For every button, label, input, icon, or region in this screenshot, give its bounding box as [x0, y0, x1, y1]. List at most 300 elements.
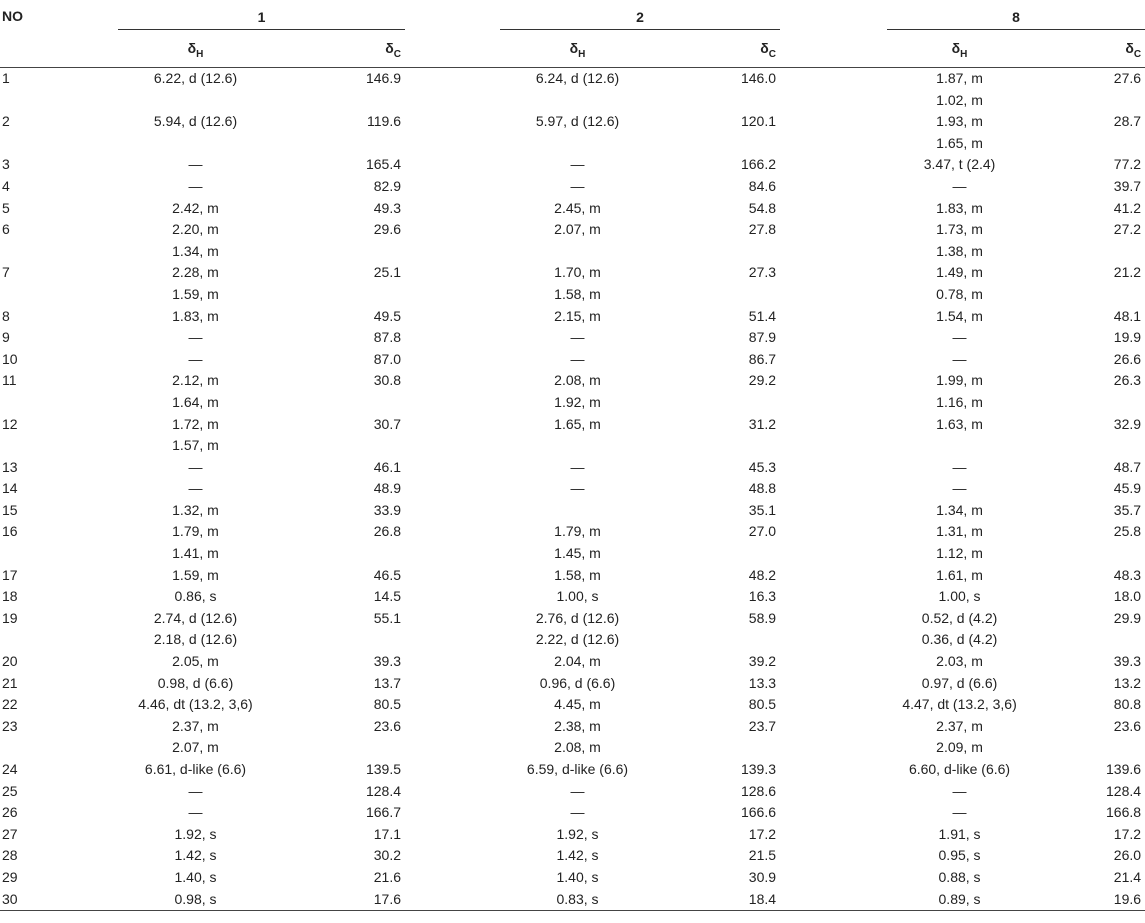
compound-2-delta-c-cell — [655, 629, 780, 651]
compound-1-delta-c-cell: 21.6 — [373, 868, 402, 885]
compound-8-delta-h-cell: 1.87, m — [936, 70, 983, 86]
compound-2-delta-h-cell: 0.83, s — [500, 889, 655, 911]
spacer-cell — [405, 133, 500, 155]
compound-2-delta-h-cell: — — [570, 329, 585, 346]
compound-2-delta-c-cell: 23.7 — [748, 717, 777, 734]
spacer-cell — [780, 414, 887, 436]
position-cell: 12 — [2, 415, 18, 432]
compound-8-delta-c-cell — [1032, 90, 1145, 112]
spacer-cell — [405, 370, 500, 392]
table-row — [0, 673, 1145, 695]
compound-2-delta-c-cell — [655, 284, 780, 306]
spacer-cell — [780, 629, 887, 651]
compound-8-delta-c-cell: 26.3 — [1113, 372, 1142, 389]
compound-8-delta-c-cell: 26.0 — [1113, 847, 1142, 864]
compound-8-delta-c-cell — [1032, 435, 1145, 457]
compound-8-delta-c-cell: 48.7 — [1113, 458, 1142, 475]
compound-1-delta-h-cell: 1.41, m — [172, 545, 219, 562]
spacer-cell — [780, 262, 887, 284]
position-cell: 22 — [2, 696, 18, 713]
compound-2-delta-h-cell: 4.45, m — [554, 696, 601, 713]
compound-8-delta-c-cell: 19.9 — [1113, 329, 1142, 346]
compound-8-delta-c-cell — [1032, 629, 1145, 651]
compound-2-delta-c-cell: 48.2 — [748, 566, 777, 583]
spacer-cell — [780, 889, 887, 911]
compound-1-delta-c-cell: 166.7 — [365, 804, 402, 821]
compound-1-delta-c-cell: 82.9 — [373, 177, 402, 194]
spacer-cell — [405, 759, 500, 781]
position-cell: 16 — [2, 523, 18, 540]
position-cell — [0, 133, 118, 155]
compound-1-delta-h-cell: 1.40, s — [174, 868, 217, 885]
compound-1-delta-h-cell: 2.42, m — [172, 199, 219, 216]
compound-2-delta-c-cell: 84.6 — [748, 177, 777, 194]
compound-2-delta-c-cell: 51.4 — [748, 307, 777, 324]
compound-1-delta-c-cell: 23.6 — [373, 717, 402, 734]
spacer-cell — [780, 824, 887, 846]
compound-1-delta-c-cell — [273, 543, 405, 565]
compound-8-delta-h-cell: 1.65, m — [936, 134, 983, 151]
table-row — [0, 133, 1145, 155]
position-cell: 26 — [2, 804, 18, 821]
compound-1-delta-h-cell: 1.64, m — [172, 393, 219, 410]
position-cell: 9 — [2, 329, 10, 346]
compound-1-delta-h-cell: 1.57, m — [172, 437, 219, 454]
compound-2-delta-h-cell: 6.59, d-like (6.6) — [526, 761, 629, 777]
compound-1-delta-h-cell: — — [188, 156, 203, 173]
compound-2-delta-h-cell — [500, 500, 655, 522]
compound-1-header: 1 — [118, 0, 405, 32]
spacer-cell — [780, 284, 887, 306]
compound-1-delta-c-cell: 46.5 — [373, 566, 402, 583]
spacer-cell — [405, 457, 500, 479]
position-cell: 1 — [2, 70, 10, 86]
spacer-cell — [780, 457, 887, 479]
spacer-cell — [405, 694, 500, 716]
compound-8-delta-c-cell: 29.9 — [1113, 609, 1142, 626]
table-row — [0, 457, 1145, 479]
position-cell — [0, 392, 118, 414]
compound-1-delta-h-cell: 2.07, m — [172, 739, 219, 756]
compound-8-delta-h-cell: — — [952, 350, 967, 367]
compound-8-delta-h-cell: — — [952, 804, 967, 821]
table-row — [0, 543, 1145, 565]
table-row — [0, 414, 1145, 436]
compound-8-delta-c-cell: 18.0 — [1113, 588, 1142, 605]
compound-8-delta-c-cell: 41.2 — [1113, 199, 1142, 216]
compound-8-delta-c-cell: 39.3 — [1113, 653, 1142, 670]
spacer-cell — [780, 781, 887, 803]
compound-8-delta-h-cell: 1.16, m — [936, 393, 983, 410]
compound-1-delta-h-cell: 1.72, m — [172, 415, 219, 432]
compound-8-delta-h-cell: 6.60, d-like (6.6) — [908, 761, 1011, 777]
spacer-cell — [780, 586, 887, 608]
compound-8-delta-h-cell: — — [952, 329, 967, 346]
compound-1-delta-c-cell — [273, 133, 405, 155]
table-row — [0, 262, 1145, 284]
table-row — [0, 565, 1145, 587]
spacer-cell — [405, 608, 500, 630]
table-row — [0, 90, 1145, 112]
spacer-cell — [405, 478, 500, 500]
spacer-cell — [405, 824, 500, 846]
compound-8-delta-c-cell: 80.8 — [1113, 696, 1142, 713]
compound-8-delta-h-cell: 1.73, m — [936, 221, 983, 238]
compound-8-delta-h-cell: — — [952, 177, 967, 194]
table-row — [0, 306, 1145, 328]
position-cell: 5 — [2, 199, 10, 216]
compound-8-delta-h-cell: 1.83, m — [936, 199, 983, 216]
spacer-cell — [780, 694, 887, 716]
position-cell — [0, 284, 118, 306]
table-row — [0, 370, 1145, 392]
spacer-cell — [405, 111, 500, 133]
compound-8-delta-h-cell: 0.95, s — [938, 847, 981, 864]
compound-8-delta-c-cell: 35.7 — [1113, 501, 1142, 518]
position-cell: 2 — [2, 113, 10, 130]
spacer-cell — [405, 500, 500, 522]
compound-8-delta-h-cell: 1.31, m — [936, 523, 983, 540]
compound-2-delta-c-cell — [655, 90, 780, 112]
compound-2-delta-h-cell: 2.08, m — [554, 372, 601, 389]
compound-1-delta-c-cell: 30.7 — [373, 415, 402, 432]
compound-1-delta-c-cell: 39.3 — [373, 653, 402, 670]
compound-8-delta-h-cell: 0.97, d (6.6) — [921, 674, 998, 691]
spacer-cell — [780, 176, 887, 198]
spacer-cell — [405, 90, 500, 112]
compound-2-delta-c-cell: 17.2 — [748, 825, 777, 842]
spacer-cell — [780, 716, 887, 738]
compound-1-delta-h-cell: 1.59, m — [172, 285, 219, 302]
compound-1-delta-h-cell: 0.98, d (6.6) — [157, 674, 234, 691]
compound-8-delta-h-cell: 1.99, m — [936, 372, 983, 389]
position-cell: 17 — [2, 566, 18, 583]
compound-1-delta-c-cell — [273, 737, 405, 759]
position-cell: 6 — [2, 221, 10, 238]
compound-2-delta-c-cell: 27.8 — [748, 221, 777, 238]
spacer-cell — [405, 629, 500, 651]
compound-1-delta-h-cell: 1.59, m — [172, 566, 219, 583]
compound-8-delta-c-cell — [1032, 737, 1145, 759]
spacer-cell — [780, 370, 887, 392]
compound-8-delta-h-cell: 0.78, m — [936, 285, 983, 302]
position-cell: 3 — [2, 156, 10, 173]
compound-1-delta-c-cell: 49.5 — [373, 307, 402, 324]
compound-8-delta-h-cell: 1.38, m — [936, 242, 983, 259]
compound-2-delta-h-cell: 2.07, m — [554, 221, 601, 238]
spacer-cell — [780, 327, 887, 349]
spacer-cell — [780, 737, 887, 759]
compound-2-delta-h-cell: 1.42, s — [556, 847, 599, 864]
compound-1-delta-h-cell: 2.12, m — [172, 372, 219, 389]
compound-2-delta-c-cell — [655, 241, 780, 263]
position-cell: 14 — [2, 480, 18, 497]
compound-2-delta-h-cell: 2.22, d (12.6) — [535, 631, 620, 648]
spacer-cell — [405, 651, 500, 673]
table-row — [0, 781, 1145, 803]
compound-2-delta-h-cell: — — [570, 804, 585, 821]
position-cell — [0, 543, 118, 565]
compound-8-delta-c-cell: 32.9 — [1113, 415, 1142, 432]
compound-1-delta-h-cell — [118, 133, 273, 155]
compound-2-delta-c-cell: 166.6 — [740, 804, 777, 821]
position-cell: 25 — [2, 782, 18, 799]
position-cell: 27 — [2, 825, 18, 842]
table-row — [0, 500, 1145, 522]
compound-8-delta-c-cell — [1032, 241, 1145, 263]
compound-2-delta-c-cell: 18.4 — [655, 889, 780, 911]
compound-1-delta-h-cell: 1.34, m — [172, 242, 219, 259]
compound-8-delta-c-cell: 48.1 — [1113, 307, 1142, 324]
compound-1-delta-c-cell: 48.9 — [373, 480, 402, 497]
spacer-cell — [405, 176, 500, 198]
compound-2-delta-c-cell: 35.1 — [748, 501, 777, 518]
compound-1-delta-h-cell: 1.92, s — [174, 825, 217, 842]
spacer-cell — [780, 478, 887, 500]
compound-8-delta-c-cell: 27.6 — [1113, 70, 1142, 86]
spacer-cell — [405, 565, 500, 587]
compound-2-delta-h-cell: — — [570, 458, 585, 475]
spacer-cell — [780, 90, 887, 112]
compound-2-delta-c-cell: 54.8 — [748, 199, 777, 216]
spacer-cell — [780, 111, 887, 133]
table-row — [0, 478, 1145, 500]
spacer-cell — [405, 68, 500, 90]
compound-8-delta-c-cell — [1032, 133, 1145, 155]
table-row — [0, 694, 1145, 716]
compound-8-delta-c-cell: 19.6 — [1032, 889, 1145, 911]
spacer-cell — [405, 543, 500, 565]
spacer-cell — [780, 392, 887, 414]
compound-1-delta-h-cell: — — [188, 480, 203, 497]
compound-2-delta-h-cell — [500, 90, 655, 112]
position-cell: 18 — [2, 588, 18, 605]
spacer-cell — [780, 500, 887, 522]
table-row — [0, 435, 1145, 457]
compound-1-delta-h-cell: 0.86, s — [174, 588, 217, 605]
compound-2-delta-c-cell: 13.3 — [748, 674, 777, 691]
compound-2-delta-h-cell: 1.58, m — [554, 285, 601, 302]
compound-8-delta-h-cell: 2.03, m — [936, 653, 983, 670]
compound-1-delta-c-cell: 30.8 — [373, 372, 402, 389]
compound-2-delta-c-cell: 139.3 — [740, 761, 777, 777]
spacer-cell — [405, 737, 500, 759]
compound-1-delta-h-cell: 5.94, d (12.6) — [153, 113, 238, 130]
compound-8-delta-h-cell: 2.37, m — [936, 717, 983, 734]
position-cell: 19 — [2, 609, 18, 626]
compound-2-delta-h-cell: 2.15, m — [554, 307, 601, 324]
compound-8-delta-c-cell: 27.2 — [1113, 221, 1142, 238]
spacer-cell — [780, 543, 887, 565]
spacer-cell — [780, 68, 887, 90]
compound-8-delta-h-cell: 1.12, m — [936, 545, 983, 562]
compound-8-delta-c-cell: 21.2 — [1113, 264, 1142, 281]
spacer-cell — [780, 565, 887, 587]
compound-2-header: 2 — [500, 0, 780, 32]
compound-8-delta-h-cell — [887, 435, 1032, 457]
compound-8-delta-c-cell: 23.6 — [1113, 717, 1142, 734]
spacer-cell — [780, 435, 887, 457]
compound-2-delta-c-cell: 39.2 — [748, 653, 777, 670]
spacer-cell — [780, 154, 887, 176]
position-cell: 4 — [2, 177, 10, 194]
table-row — [0, 629, 1145, 651]
compound-8-delta-h-cell: — — [952, 458, 967, 475]
delta-h-header: $\delta_H$ — [500, 32, 655, 68]
compound-1-delta-c-cell: 25.1 — [373, 264, 402, 281]
table-row — [0, 241, 1145, 263]
compound-1-delta-c-cell — [273, 284, 405, 306]
compound-8-delta-c-cell: 25.8 — [1113, 523, 1142, 540]
position-cell: 28 — [2, 847, 18, 864]
compound-8-delta-h-cell: 0.89, s — [887, 889, 1032, 911]
table-row — [0, 737, 1145, 759]
compound-1-delta-c-cell: 80.5 — [373, 696, 402, 713]
compound-1-delta-c-cell: 128.4 — [365, 782, 402, 799]
compound-1-delta-h-cell: — — [188, 350, 203, 367]
table-row — [0, 68, 1145, 90]
position-cell: 23 — [2, 717, 18, 734]
compound-8-delta-h-cell: 1.93, m — [936, 113, 983, 130]
compound-8-delta-c-cell — [1032, 543, 1145, 565]
spacer-cell — [405, 154, 500, 176]
compound-8-delta-c-cell: 26.6 — [1113, 350, 1142, 367]
spacer-cell — [780, 521, 887, 543]
compound-2-delta-c-cell: 30.9 — [748, 868, 777, 885]
compound-2-delta-h-cell — [500, 133, 655, 155]
compound-1-delta-h-cell: — — [188, 458, 203, 475]
position-cell — [0, 435, 118, 457]
spacer-cell — [780, 349, 887, 371]
compound-2-delta-h-cell: 2.76, d (12.6) — [535, 609, 620, 626]
compound-8-delta-h-cell: 0.52, d (4.2) — [921, 609, 998, 626]
position-cell: 29 — [2, 868, 18, 885]
position-cell — [0, 241, 118, 263]
compound-1-delta-h-cell: — — [188, 782, 203, 799]
spacer-cell — [405, 845, 500, 867]
compound-1-delta-c-cell: 30.2 — [373, 847, 402, 864]
spacer-cell — [405, 306, 500, 328]
compound-2-delta-h-cell: 1.70, m — [554, 264, 601, 281]
compound-8-delta-h-cell: 1.49, m — [936, 264, 983, 281]
compound-1-delta-h-cell: 1.42, s — [174, 847, 217, 864]
compound-8-delta-h-cell: — — [952, 782, 967, 799]
spacer-cell — [780, 133, 887, 155]
compound-1-delta-h-cell: 4.46, dt (13.2, 3,6) — [138, 696, 253, 713]
compound-2-delta-h-cell: 2.04, m — [554, 653, 601, 670]
compound-2-delta-h-cell: 0.96, d (6.6) — [539, 674, 616, 691]
spacer-cell — [405, 414, 500, 436]
compound-2-delta-c-cell: 166.2 — [740, 156, 777, 173]
compound-2-delta-c-cell: 48.8 — [748, 480, 777, 497]
compound-8-header: 8 — [887, 0, 1145, 32]
compound-2-delta-h-cell: 1.00, s — [556, 588, 599, 605]
compound-1-delta-h-cell: 2.18, d (12.6) — [153, 631, 238, 648]
delta-c-header: $\delta_C$ — [273, 32, 405, 68]
compound-8-delta-c-cell: 139.6 — [1106, 761, 1142, 777]
spacer-cell — [405, 586, 500, 608]
spacer-cell — [780, 802, 887, 824]
compound-2-delta-c-cell: 146.0 — [740, 70, 777, 86]
compound-8-delta-c-cell: 13.2 — [1113, 674, 1142, 691]
compound-8-delta-h-cell: 1.02, m — [936, 91, 983, 108]
compound-8-delta-c-cell: 77.2 — [1113, 156, 1142, 173]
position-cell — [0, 737, 118, 759]
compound-1-delta-c-cell: 55.1 — [373, 609, 402, 626]
position-cell: 13 — [2, 458, 18, 475]
compound-2-delta-h-cell: 6.24, d (12.6) — [535, 70, 620, 86]
compound-2-delta-h-cell: 1.79, m — [554, 523, 601, 540]
spacer-cell — [405, 198, 500, 220]
table-row — [0, 521, 1145, 543]
compound-8-delta-c-cell: 17.2 — [1113, 825, 1142, 842]
compound-2-delta-h-cell: 2.38, m — [554, 717, 601, 734]
compound-2-delta-h-cell: 2.45, m — [554, 199, 601, 216]
compound-8-delta-h-cell: — — [952, 480, 967, 497]
spacer-cell — [405, 262, 500, 284]
compound-8-delta-h-cell: 1.54, m — [936, 307, 983, 324]
compound-1-delta-c-cell: 17.1 — [373, 825, 402, 842]
table-row — [0, 802, 1145, 824]
no-column-header: NO — [2, 8, 23, 24]
position-cell: 15 — [2, 501, 18, 518]
compound-2-delta-c-cell — [655, 737, 780, 759]
compound-1-delta-c-cell: 139.5 — [365, 761, 402, 777]
position-cell: 21 — [2, 674, 18, 691]
compound-2-delta-h-cell: 2.08, m — [554, 739, 601, 756]
compound-1-delta-c-cell — [273, 629, 405, 651]
compound-1-delta-c-cell: 29.6 — [373, 221, 402, 238]
compound-8-delta-c-cell: 128.4 — [1106, 782, 1142, 799]
compound-2-delta-c-cell: 29.2 — [748, 372, 777, 389]
spacer-cell — [405, 435, 500, 457]
compound-1-delta-h-cell: 1.32, m — [172, 501, 219, 518]
position-cell: 30 — [0, 889, 118, 911]
compound-2-delta-h-cell — [500, 435, 655, 457]
compound-8-delta-h-cell: 2.09, m — [936, 739, 983, 756]
compound-1-delta-h-cell: 2.28, m — [172, 264, 219, 281]
spacer-cell — [405, 867, 500, 889]
spacer-cell — [780, 306, 887, 328]
table-row — [0, 824, 1145, 846]
spacer-cell — [405, 392, 500, 414]
table-row — [0, 608, 1145, 630]
compound-2-delta-h-cell: — — [570, 480, 585, 497]
compound-2-delta-c-cell — [655, 392, 780, 414]
spacer-cell — [405, 889, 500, 911]
compound-1-delta-c-cell: 14.5 — [373, 588, 402, 605]
compound-8-delta-h-cell: 1.63, m — [936, 415, 983, 432]
compound-2-delta-h-cell: — — [570, 156, 585, 173]
spacer-cell — [780, 845, 887, 867]
compound-8-delta-c-cell: 45.9 — [1113, 480, 1142, 497]
compound-1-delta-h-cell: 6.61, d-like (6.6) — [144, 761, 247, 777]
compound-2-delta-c-cell — [655, 543, 780, 565]
spacer-cell — [405, 673, 500, 695]
compound-1-delta-h-cell: — — [188, 804, 203, 821]
position-cell: 8 — [2, 307, 10, 324]
compound-8-delta-h-cell: 1.34, m — [936, 501, 983, 518]
compound-8-delta-c-cell: 39.7 — [1113, 177, 1142, 194]
compound-1-delta-h-cell: — — [188, 329, 203, 346]
spacer-cell — [780, 608, 887, 630]
compound-2-delta-c-cell: 27.3 — [748, 264, 777, 281]
table-body — [0, 68, 1145, 911]
spacer-cell — [405, 716, 500, 738]
table-row — [0, 845, 1145, 867]
compound-1-delta-c-cell — [273, 90, 405, 112]
compound-2-delta-h-cell: 1.65, m — [554, 415, 601, 432]
